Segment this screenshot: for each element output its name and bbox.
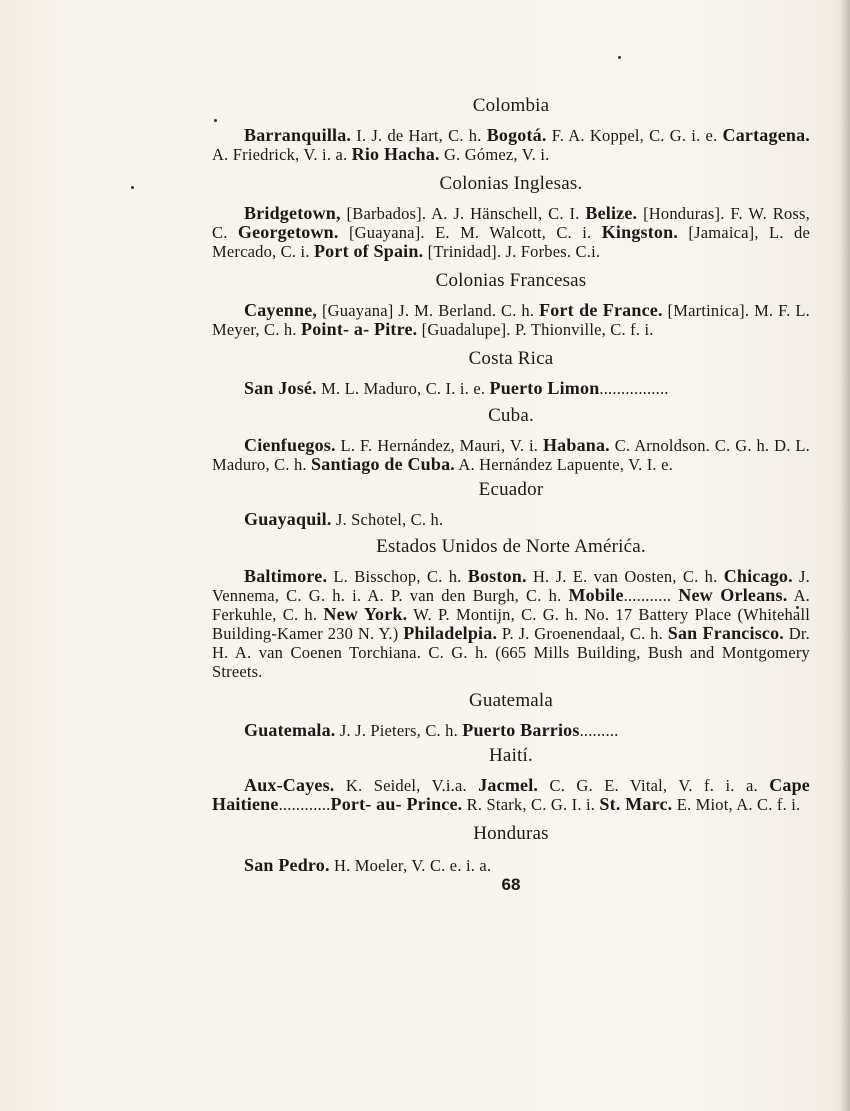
section-heading-estados-unidos: Estados Unidos de Norte Amérića. (376, 536, 646, 557)
entry-colombia: Barranquilla. I. J. de Hart, C. h. Bogotá. F. A. Koppel, C. G. i. e. Cartagena. A. Friedrick, V. i. a. Rio Hacha. G. Gómez, V. i. (212, 125, 810, 164)
section-heading-colonias-inglesas: Colonias Inglesas. (439, 173, 583, 194)
print-speck (618, 56, 621, 59)
section-heading-costa-rica: Costa Rica (468, 348, 554, 369)
entry-ecuador: Guayaquil. J. Schotel, C. h. (244, 509, 444, 529)
page-number: 68 (501, 875, 521, 894)
section-heading-ecuador: Ecuador (478, 479, 544, 500)
entry-colonias-inglesas: Bridgetown, [Barbados]. A. J. Hänschell, C. I. Belize. [Honduras]. F. W. Ross, C. Georgetown. [Guayana]. E. M. Walcott, C. i. Kingston. [Jamaica], L. de Mercado, C. i. Port of Spain. [Trinidad]. J. Forbes. C.i. (212, 203, 810, 261)
section-heading-cuba: Cuba. (488, 405, 534, 426)
directory-page (212, 90, 810, 895)
entry-colonias-francesas: Cayenne, [Guayana] J. M. Berland. C. h. Fort de France. [Martinica]. M. F. L. Meyer, C. h. Point- a- Pitre. [Guadalupe]. P. Thionville, C. f. i. (212, 300, 811, 339)
entry-haiti: Aux-Cayes. K. Seidel, V.i.a. Jacmel. C. G. E. Vital, V. f. i. a. Cape Haitiene............Port- au- Prince. R. Stark, C. G. I. i. St. Marc. E. Miot, A. C. f. i. (212, 775, 810, 814)
print-speck (131, 186, 134, 189)
entry-honduras: San Pedro. H. Moeler, V. C. e. i. a. (244, 855, 492, 875)
entry-estados-unidos: Baltimore. L. Bisschop, C. h. Boston. H. J. E. van Oosten, C. h. Chicago. J. Vennema, C. G. h. i. A. P. van den Burgh, C. h. Mobile........... New Orleans. A. Ferkuhle, C. h. New York. W. P. Montijn, C. G. h. No. 17 Battery Place (Whitehall Building-Kamer 230 N. Y.) Philadelpia. P. J. Groenendaal, C. h. San Francisco. Dr. H. A. van Coenen Torchiana. C. G. h. (665 Mills Building, Bush and Montgomery Streets. (212, 566, 811, 681)
section-heading-colonias-francesas: Colonias Francesas (435, 270, 587, 291)
entry-costa-rica: San José. M. L. Maduro, C. I. i. e. Puerto Limon................ (244, 378, 669, 398)
section-heading-guatemala: Guatemala (468, 690, 554, 711)
section-heading-colombia: Colombia (472, 95, 550, 116)
section-heading-honduras: Honduras (473, 823, 549, 844)
entry-guatemala: Guatemala. J. J. Pieters, C. h. Puerto Barrios......... (244, 720, 619, 740)
entry-cuba: Cienfuegos. L. F. Hernández, Mauri, V. i. Habana. C. Arnoldson. C. G. h. D. L. Maduro, C. h. Santiago de Cuba. A. Hernández Lapuente, V. I. e. (212, 435, 810, 474)
page-edge-shadow (840, 0, 850, 1111)
section-heading-haiti: Haití. (489, 745, 533, 766)
